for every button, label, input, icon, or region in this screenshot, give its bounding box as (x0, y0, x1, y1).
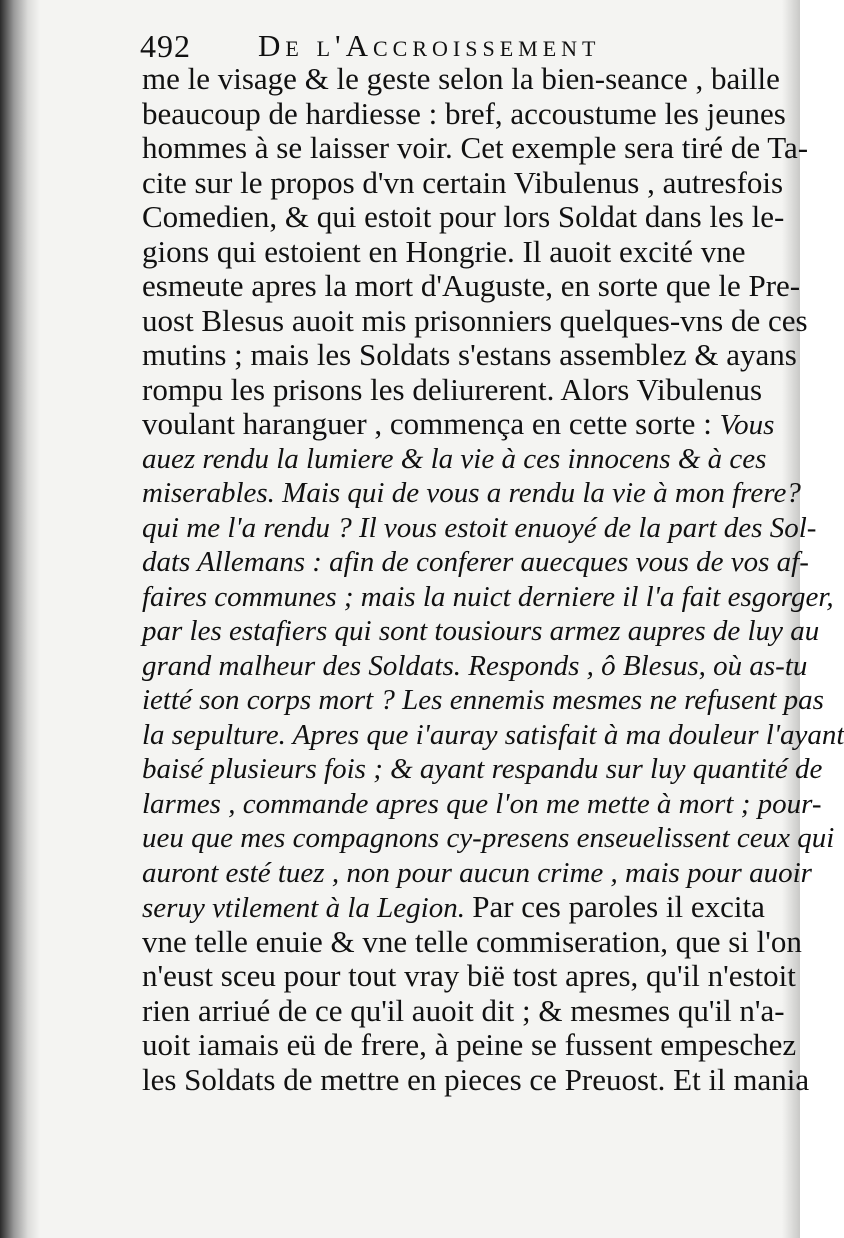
text-line-content: beaucoup de hardiesse : bref, accoustume les jeunes (142, 95, 786, 131)
text-line (142, 1027, 797, 1063)
text-line-content: me le visage & le geste selon la bien-seance , baille (142, 61, 780, 96)
text-line-content: dats Allemans : afin de conferer auecques vous de vos af- (142, 546, 809, 578)
text-line-content: ueu que mes compagnons cy-presens enseuelissent ceux qui (142, 822, 835, 854)
text-line-content: Comedien, & qui estoit pour lors Soldat dans les le- (142, 199, 785, 234)
text-line-content: auront esté tuez , non pour aucun crime , mais pour auoir (142, 856, 812, 889)
text-line-content: faires communes ; mais la nuict derniere il l'a fait esgorger, (142, 580, 834, 613)
italic-speech-start: Vous (719, 409, 775, 441)
text-line (142, 164, 784, 201)
page-number: 492 (140, 28, 191, 64)
text-line-content: les Soldats de mettre en pieces ce Preuost. Et il mania (142, 1061, 810, 1097)
text-line-content: seruy vtilement à la Legion. (142, 892, 465, 924)
text-line (142, 545, 809, 580)
text-line-content: esmeute apres la mort d'Auguste, en sorte que le Pre- (142, 268, 801, 303)
text-line-content: vne telle enuie & vne telle commiseration, que si l'on (142, 923, 802, 959)
text-line-content: rien arriué de ce qu'il auoit dit ; & mesmes qu'il n'a- (142, 992, 785, 1028)
text-line-content: baisé plusieurs fois ; & ayant respandu sur luy quantité de (142, 753, 823, 785)
text-line-content: n'eust sceu pour tout vray bië tost apres, qu'il n'estoit (142, 958, 796, 993)
text-line (142, 406, 775, 442)
text-line-content: hommes à se laisser voir. Cet exemple sera tiré de Ta- (142, 130, 809, 165)
text-line-content: par les estafiers qui sont tousiours armez aupres de luy au (142, 615, 820, 647)
text-line-content: qui me l'a rendu ? Il vous estoit enuoyé de la part des Sol- (142, 511, 817, 544)
body-text (142, 61, 844, 1097)
text-line (142, 580, 834, 615)
text-line (142, 923, 802, 960)
text-line-content: mutins ; mais les Soldats s'estans assemblez & ayans (142, 337, 797, 372)
text-line (142, 95, 786, 132)
text-line (142, 233, 746, 270)
page-header (140, 26, 640, 66)
text-line-content: rompu les prisons les deliurerent. Alors Vibulenus (142, 371, 763, 407)
text-line (142, 1061, 810, 1098)
text-line (142, 787, 822, 822)
text-line (142, 511, 817, 546)
text-line-content: uost Blesus auoit mis prisonniers quelques-vns de ces (142, 302, 808, 338)
text-line (142, 476, 801, 511)
text-line (142, 718, 844, 753)
running-head: De l'Accroissement (258, 28, 601, 63)
text-line-content: miserables. Mais qui de vous a rendu la vie à mon frere? (142, 477, 801, 509)
text-line (142, 371, 763, 408)
text-line (142, 130, 809, 166)
text-line (142, 268, 801, 304)
text-line (142, 752, 823, 787)
text-line (142, 61, 780, 97)
text-line-content: ietté son corps mort ? Les ennemis mesmes ne refusent pas (142, 684, 824, 716)
text-line (142, 856, 812, 891)
text-line-content: uoit iamais eü de frere, à peine se fussent empeschez (142, 1027, 797, 1062)
text-line-content: cite sur le propos d'vn certain Vibulenus , autresfois (142, 164, 784, 200)
roman-narrative-resume: Par ces paroles il excita (472, 889, 765, 924)
text-line (142, 442, 767, 477)
text-line (142, 958, 796, 994)
text-line (142, 683, 824, 718)
text-line-content: auez rendu la lumiere & la vie à ces innocens & à ces (142, 442, 767, 475)
text-line-content: la sepulture. Apres que i'auray satisfait à ma douleur l'ayant (142, 718, 844, 751)
text-line (142, 302, 808, 339)
text-line (142, 199, 785, 235)
text-line (142, 889, 765, 925)
text-line-content: larmes , commande apres que l'on me mette à mort ; pour- (142, 787, 822, 820)
page-gutter-shadow (0, 0, 40, 1238)
text-line-content: gions qui estoient en Hongrie. Il auoit excité vne (142, 233, 746, 269)
text-line (142, 821, 835, 856)
text-line-content: voulant haranguer , commença en cette sorte : (142, 406, 712, 441)
text-line-content: grand malheur des Soldats. Responds , ô Blesus, où as-tu (142, 649, 808, 682)
text-line (142, 992, 785, 1029)
text-line (142, 337, 797, 373)
text-line (142, 614, 820, 649)
text-line (142, 649, 808, 684)
